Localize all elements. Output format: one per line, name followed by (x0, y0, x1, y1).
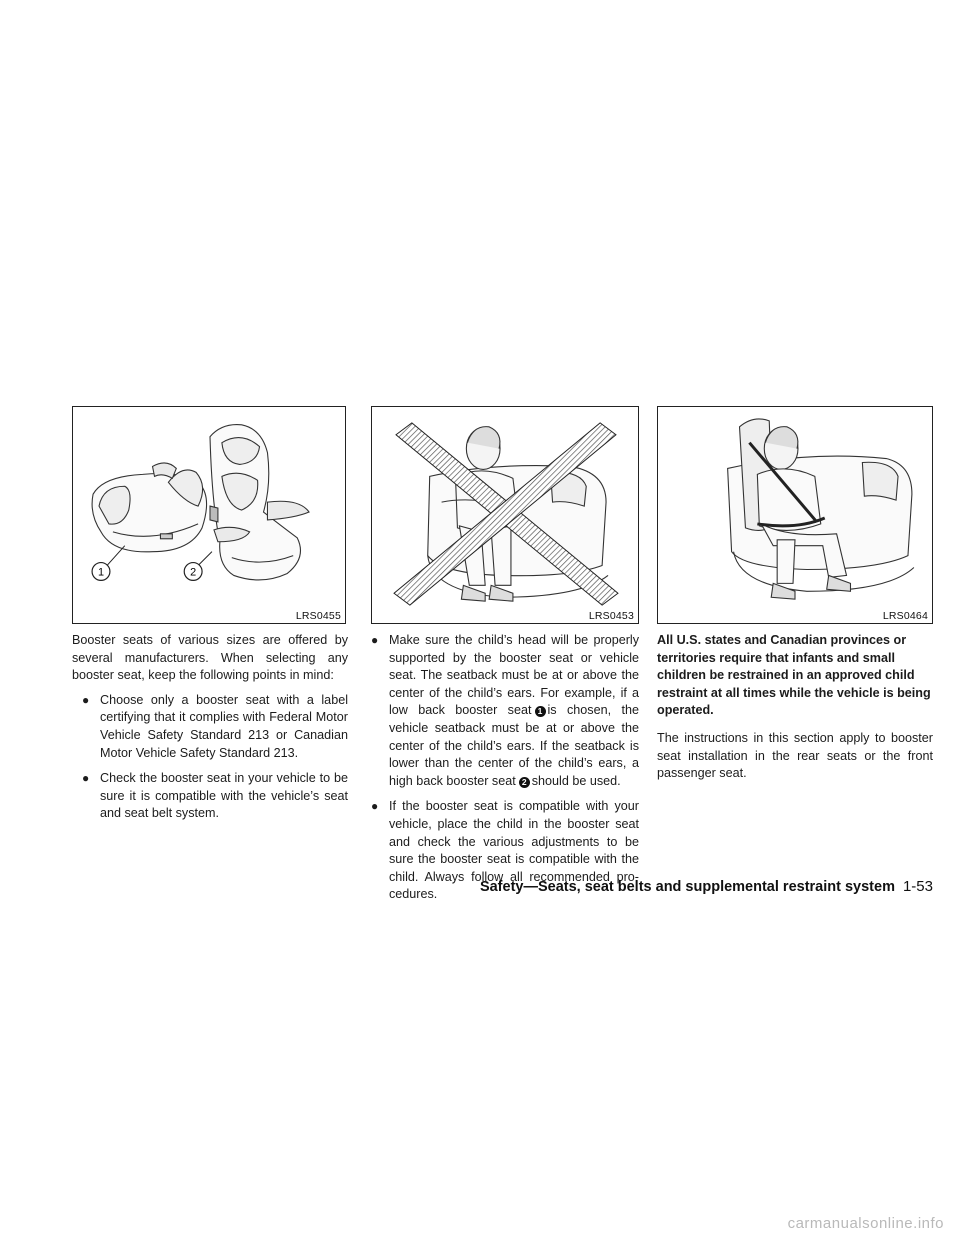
bullet-item: ● Choose only a booster seat with a label certifying that it complies with Federal Motor Vehicle Safety Standard 213 or Canadian Motor Vehicle Safety Standard 213. (82, 692, 348, 760)
callout-1 (92, 563, 110, 581)
bullet-icon: ● (371, 799, 379, 814)
bullet-list (371, 632, 639, 904)
intro-paragraph: Booster seats of various sizes are offered by several manufacturers. When selecting any booster seat, keep the following points in mind: (72, 633, 348, 683)
callout-ref-1: 1 (535, 706, 546, 717)
callout-2 (184, 563, 202, 581)
bullet-icon: ● (371, 633, 379, 647)
bullet-item: ● Make sure the child’s head will be properly supported by the booster seat or vehicle seat. The seatback must be at or above the center of the child’s ears. For example, if a low back booster seat 1 is chosen, the vehicle seatback must be at or above the center of the child’s ears. If the seatback is lower than the center of the child’s ears, a high back booster seat 2 should be used. (371, 633, 639, 788)
bullet-item: ● If the booster seat is compatible with your vehicle, place the child in the booster seat and check the various adjustments to be sure the booster seat is compatible with the child. Always follow all recommended pro-cedures. (371, 799, 639, 902)
page-number: 1-53 (902, 878, 933, 895)
svg-text:1: 1 (97, 566, 105, 579)
figure-code: LRS0455 (293, 610, 341, 622)
correct-seating-illustration (658, 407, 932, 623)
warning-note: All U.S. states and Canadian provinces or territories require that infants and small children be restrained in an approved child restraint at all times while the vehicle is being operated. (657, 633, 931, 718)
bullet-list (72, 692, 348, 823)
booster-seats-illustration (73, 407, 345, 623)
figure-booster-seats (72, 406, 346, 624)
text-column-2 (371, 632, 639, 912)
figure-incorrect-seating (371, 406, 639, 624)
figure-code: LRS0464 (880, 610, 928, 622)
text-column-3 (657, 632, 933, 790)
bullet-icon: ● (82, 771, 90, 786)
page-footer (480, 878, 933, 895)
callout-ref-2: 2 (519, 777, 530, 788)
figure-code: LRS0453 (586, 610, 634, 622)
watermark: carmanualsonline.info (787, 1215, 944, 1232)
section-title: Safety—Seats, seat belts and supplemental restraint system (479, 879, 895, 895)
bullet-icon: ● (82, 692, 90, 707)
bullet-item: ● Check the booster seat in your vehicle to be sure it is compatible with the vehicle’s seat and seat belt system. (82, 771, 348, 821)
text-column-1 (72, 632, 348, 831)
figure-correct-seating (657, 406, 933, 624)
body-paragraph: The instructions in this section apply to booster seat installation in the rear seats or the front passenger seat. (657, 730, 933, 781)
incorrect-seating-illustration (372, 407, 638, 623)
svg-text:2: 2 (190, 566, 197, 579)
